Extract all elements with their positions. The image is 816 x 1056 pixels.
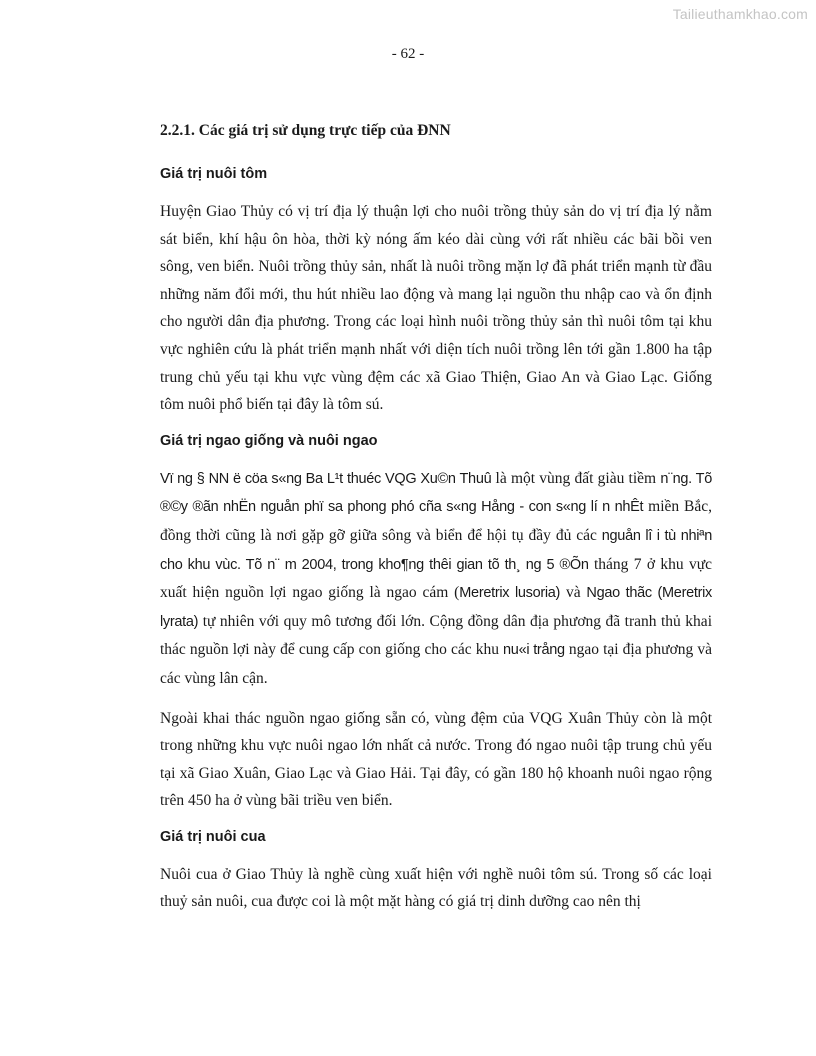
text-run: ngao tại địa phương và các vùng lân cận. (160, 641, 712, 687)
subsection-title-shrimp: Giá trị nuôi tôm (160, 166, 268, 182)
legacy-encoded-text: Vï ng § NN ë cöa s«ng Ba L¹t thuéc VQG Xu©n Thuû (160, 470, 492, 487)
text-run: tháng 7 ở khu vực xuất hiện nguồn lợi ngao giống là ngao cám ( (160, 555, 712, 602)
paragraph-clam-2: Ngoài khai thác nguồn ngao giống sẵn có, vùng đệm của VQG Xuân Thủy còn là một trong những khu vực nuôi ngao lớn nhất cả nước. Trong đó ngao nuôi tập trung chủ yếu tại xã Giao Xuân, Giao Lạc và Giao Hải. Tại đây, có gần 180 hộ khoanh nuôi ngao rộng trên 450 ha ở vùng bãi triều ven biển. (160, 709, 712, 810)
legacy-encoded-text: nguån lî i tù nhiªn cho khu vùc. Tõ n¨ m 2004, trong kho¶ng thêi gian tõ th¸ ng 5 ®Õn (160, 527, 712, 573)
subsection-title-clam: Giá trị ngao giống và nuôi ngao (160, 432, 378, 449)
paragraph-crab: Nuôi cua ở Giao Thủy là nghề cùng xuất hiện với nghề nuôi tôm sú. Trong số các loại thuỷ sản nuôi, cua được coi là một mặt hàng có giá trị dinh dưỡng cao nên thị (160, 865, 712, 911)
section-title: 2.2.1. Các giá trị sử dụng trực tiếp của ĐNN (160, 122, 451, 139)
legacy-encoded-text: nu«i trång (503, 642, 565, 659)
text-run: tự nhiên với quy mô tương đối lớn. Cộng đồng dân địa phương đã tranh thủ khai thác nguồn lợi này để cung cấp con giống cho các khu (160, 612, 712, 659)
watermark: Tailieuthamkhao.com (672, 6, 808, 22)
document-body (160, 120, 712, 928)
species-name: Meretrix lusoria) (459, 585, 561, 602)
legacy-encoded-text: n¨ng. Tõ ®©y ®ãn nhËn nguån phï sa phong phó cña s«ng Hång - con s«ng lí n nhÊt (160, 470, 712, 516)
paragraph-shrimp: Huyện Giao Thủy có vị trí địa lý thuận lợi cho nuôi trồng thủy sản do vị trí địa lý nằm sát biển, khí hậu ôn hòa, thời kỳ nóng ấm kéo dài cùng với rất nhiều các bãi bồi ven sông, ven biển. Nuôi trồng thủy sản, nhất là nuôi trồng mặn lợ đã phát triển mạnh từ đầu những năm đổi mới, thu hút nhiều lao động và mang lại nguồn thu nhập cao và ổn định cho người dân địa phương. Trong các loại hình nuôi trồng thủy sản thì nuôi tôm tại khu vực nghiên cứu là phát triển mạnh nhất với diện tích nuôi trồng lên tới gần 1.800 ha tập trung chủ yếu tại khu vực vùng đệm các xã Giao Thiện, Giao An và Giao Lạc. Giống tôm nuôi phổ biến tại đây là tôm sú. (160, 203, 712, 414)
paragraph-clam-1 (160, 465, 712, 693)
text-run: là một vùng đất giàu tiềm (491, 469, 661, 487)
page-number: - 62 - (391, 46, 425, 62)
text-run: và (560, 584, 587, 602)
subsection-title-crab: Giá trị nuôi cua (160, 828, 266, 845)
text-run: miền Bắc, đồng thời cũng là nơi gặp gỡ giữa sông và biển để hội tụ đầy đủ các (160, 498, 712, 544)
species-name: Ngao thãc (Meretrix lyrata) (160, 585, 712, 630)
